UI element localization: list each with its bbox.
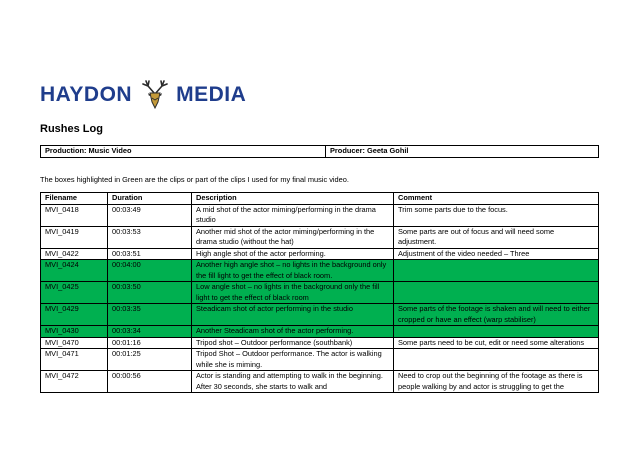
table-row — [41, 371, 599, 393]
cell-duration: 00:01:16 — [108, 337, 192, 349]
cell-duration: 00:03:34 — [108, 326, 192, 338]
cell-comment: Some parts are out of focus and will need some adjustment. — [394, 226, 599, 248]
haydon-media-logo — [40, 80, 246, 110]
cell-description: Another high angle shot – no lights in the background only the fill light to get the effect of black room. — [192, 260, 394, 282]
cell-description: A mid shot of the actor miming/performing in the drama studio — [192, 204, 394, 226]
cell-duration: 00:03:35 — [108, 304, 192, 326]
cell-comment — [394, 326, 599, 338]
rushes-log-table — [40, 192, 599, 393]
cell-description: Steadicam shot of actor performing in the studio — [192, 304, 394, 326]
table-row — [41, 226, 599, 248]
cell-duration: 00:00:56 — [108, 371, 192, 393]
table-row — [41, 260, 599, 282]
cell-description: Low angle shot – no lights in the background only the fill light to get the effect of black room — [192, 282, 394, 304]
cell-description: Actor is standing and attempting to walk in the beginning. After 30 seconds, she starts to walk and — [192, 371, 394, 393]
cell-filename: MVI_0422 — [41, 248, 108, 260]
table-row — [41, 349, 599, 371]
logo-text-haydon: HAYDON — [40, 83, 133, 106]
table-row — [41, 326, 599, 338]
cell-duration: 00:04:00 — [108, 260, 192, 282]
cell-description: Tripod Shot – Outdoor performance. The actor is walking while she is miming. — [192, 349, 394, 371]
cell-duration: 00:03:49 — [108, 204, 192, 226]
cell-comment: Need to crop out the beginning of the footage as there is people walking by and actor is struggling to get the — [394, 371, 599, 393]
stag-head-icon — [138, 80, 172, 110]
page-title: Rushes Log — [40, 123, 103, 135]
cell-filename: MVI_0418 — [41, 204, 108, 226]
cell-duration: 00:03:51 — [108, 248, 192, 260]
table-row — [41, 248, 599, 260]
production-row — [41, 146, 599, 158]
header-duration: Duration — [108, 193, 192, 205]
table-row — [41, 204, 599, 226]
cell-description: Another Steadicam shot of the actor performing. — [192, 326, 394, 338]
cell-filename: MVI_0425 — [41, 282, 108, 304]
table-row — [41, 337, 599, 349]
cell-comment — [394, 282, 599, 304]
cell-duration: 00:03:50 — [108, 282, 192, 304]
table-row — [41, 282, 599, 304]
cell-comment — [394, 260, 599, 282]
cell-filename: MVI_0472 — [41, 371, 108, 393]
cell-duration: 00:01:25 — [108, 349, 192, 371]
logo-text-media: MEDIA — [176, 83, 247, 106]
producer-cell: Producer: Geeta Gohil — [326, 146, 599, 158]
cell-filename: MVI_0471 — [41, 349, 108, 371]
cell-filename: MVI_0429 — [41, 304, 108, 326]
cell-comment — [394, 349, 599, 371]
cell-comment: Trim some parts due to the focus. — [394, 204, 599, 226]
header-filename: Filename — [41, 193, 108, 205]
cell-comment: Adjustment of the video needed – Three — [394, 248, 599, 260]
cell-comment: Some parts of the footage is shaken and will need to either cropped or have an effect (warp stabiliser) — [394, 304, 599, 326]
header-description: Description — [192, 193, 394, 205]
cell-description: High angle shot of the actor performing. — [192, 248, 394, 260]
cell-comment: Some parts need to be cut, edit or need some alterations — [394, 337, 599, 349]
cell-description: Another mid shot of the actor miming/performing in the drama studio (without the hat) — [192, 226, 394, 248]
cell-description: Tripod shot – Outdoor performance (southbank) — [192, 337, 394, 349]
production-cell: Production: Music Video — [41, 146, 326, 158]
table-row — [41, 304, 599, 326]
cell-filename: MVI_0419 — [41, 226, 108, 248]
header-comment: Comment — [394, 193, 599, 205]
cell-filename: MVI_0470 — [41, 337, 108, 349]
cell-filename: MVI_0430 — [41, 326, 108, 338]
production-info-table — [40, 145, 599, 158]
cell-filename: MVI_0424 — [41, 260, 108, 282]
cell-duration: 00:03:53 — [108, 226, 192, 248]
table-header-row — [41, 193, 599, 205]
highlight-note: The boxes highlighted in Green are the clips or part of the clips I used for my final music video. — [40, 175, 349, 184]
